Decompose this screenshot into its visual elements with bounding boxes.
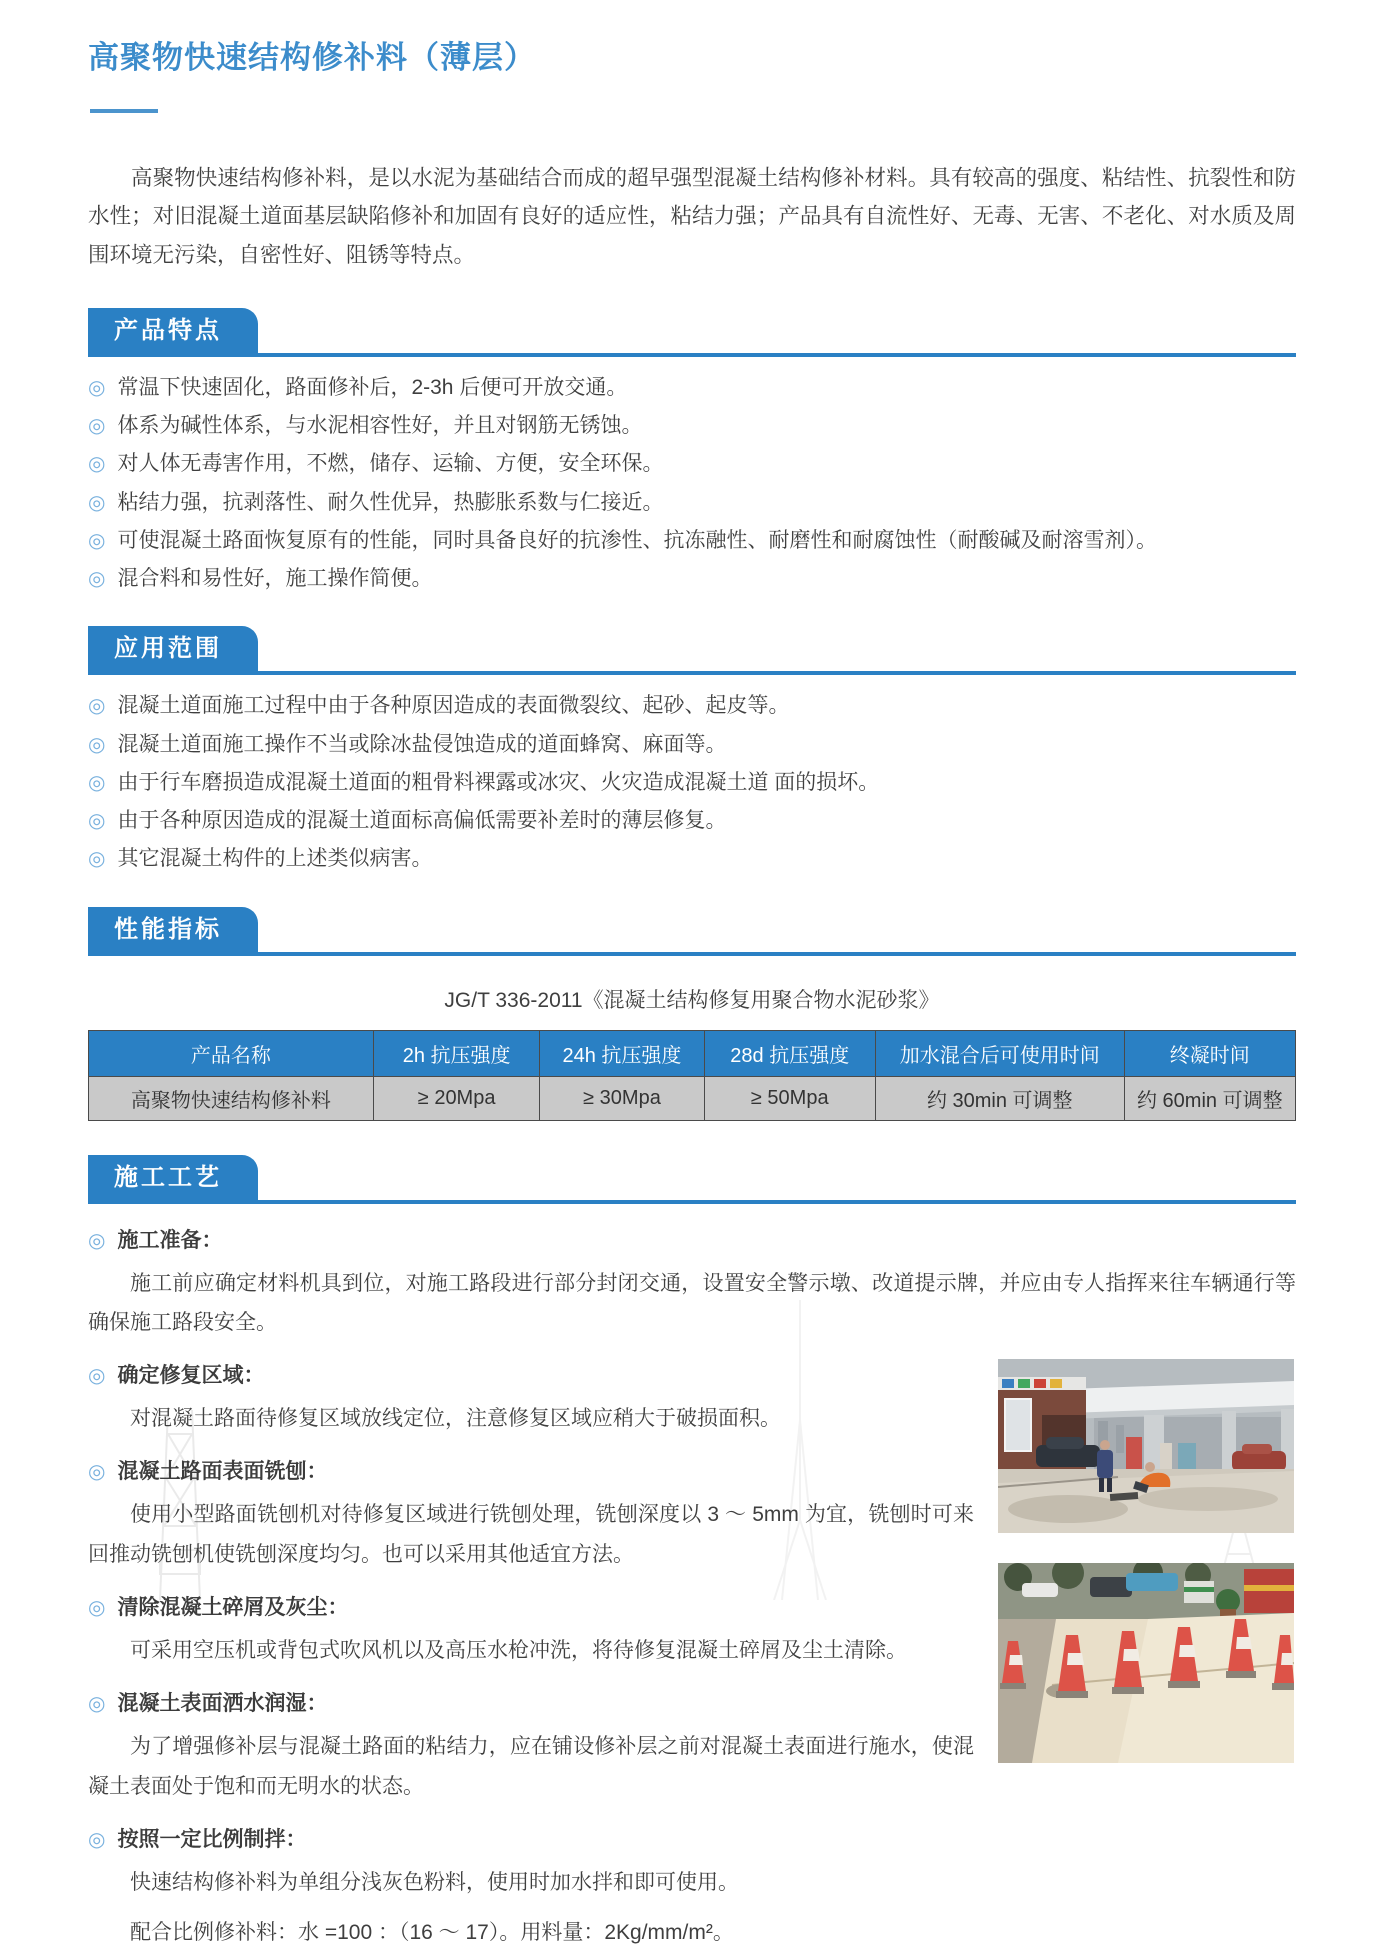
process-step-body: 使用小型路面铣刨机对待修复区域进行铣刨处理，铣刨深度以 3 ～ 5mm 为宜，铣刨时可来回推动铣刨机使铣刨深度均匀。也可以采用其他适宜方法。 <box>88 1503 974 1567</box>
bullet-icon: ◎ <box>88 1597 106 1619</box>
col-header-28d: 28d 抗压强度 <box>704 1030 875 1076</box>
cell-product: 高聚物快速结构修补料 <box>89 1076 374 1120</box>
feature-text: 可使混凝土路面恢复原有的性能，同时具备良好的抗渗性、抗冻融性、耐磨性和耐腐蚀性（耐酸碱及耐溶雪剂）。 <box>117 528 1157 552</box>
col-header-worktime: 加水混合后可使用时间 <box>875 1030 1124 1076</box>
bullet-icon: ◎ <box>88 848 106 871</box>
bullet-icon: ◎ <box>88 810 106 833</box>
bullet-icon: ◎ <box>88 376 106 399</box>
features-list <box>88 375 1296 593</box>
feature-text: 体系为碱性体系，与水泥相容性好，并且对钢筋无锈蚀。 <box>117 414 643 438</box>
bullet-icon: ◎ <box>88 1828 106 1851</box>
bullet-icon: ◎ <box>88 415 106 438</box>
application-item <box>88 808 1296 834</box>
application-item <box>88 846 1296 872</box>
cell-worktime: 约 30min 可调整 <box>875 1076 1124 1120</box>
bullet-icon: ◎ <box>88 1365 106 1388</box>
bullet-icon: ◎ <box>88 1461 106 1484</box>
section-header-applications <box>88 626 1296 675</box>
col-header-product: 产品名称 <box>89 1030 374 1076</box>
application-item <box>88 693 1296 719</box>
feature-text: 粘结力强，抗剥落性、耐久性优异，热膨胀系数与仁接近。 <box>117 490 664 514</box>
applications-list <box>88 693 1296 872</box>
step-title-text: 清除混凝土碎屑及灰尘： <box>117 1596 349 1619</box>
intro-paragraph: 高聚物快速结构修补料，是以水泥为基础结合而成的超早强型混凝土结构修补材料。具有较高的强度、粘结性、抗裂性和防水性；对旧混凝土道面基层缺陷修补和加固有良好的适应性，粘结力强；产品具有自流性好、无毒、无害、不老化、对水质及周围环境无污染，自密性好、阻锈等特点。 <box>88 166 1296 267</box>
section-header-performance <box>88 907 1296 956</box>
col-header-2h: 2h 抗压强度 <box>373 1030 540 1076</box>
bullet-icon: ◎ <box>88 568 106 591</box>
cell-2h: ≥ 20Mpa <box>373 1076 540 1120</box>
section-header-features <box>88 308 1296 357</box>
process-step-body: 快速结构修补料为单组分浅灰色粉料，使用时加水拌和即可使用。 <box>130 1870 739 1894</box>
bullet-icon: ◎ <box>88 529 106 552</box>
feature-text: 常温下快速固化，路面修补后，2-3h 后便可开放交通。 <box>117 375 628 399</box>
cell-finalset: 约 60min 可调整 <box>1124 1076 1295 1120</box>
table-row <box>89 1076 1296 1120</box>
section-tab-features: 产品特点 <box>88 308 258 353</box>
process-step-title <box>88 1823 1296 1853</box>
section-tab-process: 施工工艺 <box>88 1155 258 1200</box>
bullet-icon: ◎ <box>88 1229 106 1252</box>
step-title-text: 按照一定比例制拌： <box>117 1827 307 1851</box>
process-step-body: 施工前应确定材料机具到位，对施工路段进行部分封闭交通，设置安全警示墩、改道提示牌，并应由专人指挥来往车辆通行等确保施工路段安全。 <box>88 1271 1296 1335</box>
process-step-body: 配合比例修补料：水 =100 ：（16 ～ 17）。用料量：2Kg/mm/m²。 <box>130 1920 734 1944</box>
application-text: 混凝土道面施工过程中由于各种原因造成的表面微裂纹、起砂、起皮等。 <box>117 694 790 718</box>
cell-28d: ≥ 50Mpa <box>704 1076 875 1120</box>
step-title-text: 混凝土路面表面铣刨： <box>117 1460 328 1484</box>
col-header-24h: 24h 抗压强度 <box>540 1030 704 1076</box>
bullet-icon: ◎ <box>88 491 106 514</box>
bullet-icon: ◎ <box>88 453 106 476</box>
feature-item <box>88 413 1296 439</box>
application-item <box>88 732 1296 758</box>
bullet-icon: ◎ <box>88 695 106 718</box>
photo-traffic-cones <box>998 1563 1294 1763</box>
col-header-finalset: 终凝时间 <box>1124 1030 1295 1076</box>
application-text: 由于行车磨损造成混凝土道面的粗骨料裸露或冰灾、火灾造成混凝土道 面的损坏。 <box>117 770 880 794</box>
table-header-row <box>89 1030 1296 1076</box>
step-title-text: 确定修复区域： <box>117 1364 265 1388</box>
step-title-text: 施工准备： <box>117 1228 223 1252</box>
page-title: 高聚物快速结构修补料（薄层） <box>88 40 536 75</box>
process-step-body: 可采用空压机或背包式吹风机以及高压水枪冲洗，将待修复混凝土碎屑及尘土清除。 <box>130 1639 907 1662</box>
feature-text: 对人体无毒害作用，不燃，储存、运输、方便，安全环保。 <box>117 452 664 476</box>
process-step-body: 为了增强修补层与混凝土路面的粘结力，应在铺设修补层之前对混凝土表面进行施水，使混凝土表面处于饱和而无明水的状态。 <box>88 1734 974 1798</box>
bullet-icon: ◎ <box>88 733 106 756</box>
feature-item <box>88 566 1296 592</box>
title-underline <box>90 109 158 113</box>
application-text: 混凝土道面施工操作不当或除冰盐侵蚀造成的道面蜂窝、麻面等。 <box>117 732 727 756</box>
section-tab-performance: 性能指标 <box>88 907 258 952</box>
step-title-text: 混凝土表面洒水润湿： <box>117 1691 328 1715</box>
bullet-icon: ◎ <box>88 1692 106 1715</box>
feature-text: 混合料和易性好，施工操作简便。 <box>117 567 433 591</box>
process-step-body: 对混凝土路面待修复区域放线定位，注意修复区域应稍大于破损面积。 <box>130 1407 781 1431</box>
application-text: 由于各种原因造成的混凝土道面标高偏低需要补差时的薄层修复。 <box>117 809 727 833</box>
process-step-title <box>88 1224 1296 1254</box>
application-text: 其它混凝土构件的上述类似病害。 <box>117 847 433 871</box>
site-photos <box>998 1359 1296 1763</box>
photo-construction-site <box>998 1359 1294 1533</box>
cell-24h: ≥ 30Mpa <box>540 1076 704 1120</box>
bullet-icon: ◎ <box>88 771 106 794</box>
feature-item <box>88 375 1296 401</box>
standard-caption: JG/T 336-2011《混凝土结构修复用聚合物水泥砂浆》 <box>444 988 940 1012</box>
feature-item <box>88 490 1296 516</box>
feature-item <box>88 451 1296 477</box>
section-tab-applications: 应用范围 <box>88 626 258 671</box>
section-header-process <box>88 1155 1296 1204</box>
feature-item <box>88 528 1296 554</box>
application-item <box>88 770 1296 796</box>
process-content <box>88 1224 1296 1952</box>
performance-table <box>88 1030 1296 1121</box>
